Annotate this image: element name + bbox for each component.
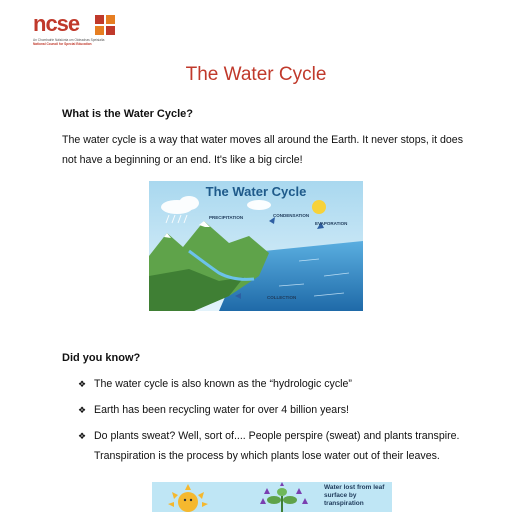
- fact-text: The water cycle is also known as the “hydrologic cycle”: [94, 378, 352, 390]
- list-item: [78, 426, 478, 466]
- fact-list: [78, 374, 478, 472]
- sun-icon: [312, 200, 326, 214]
- transpiration-caption: Water lost from leaf surface by transpiration: [324, 484, 385, 507]
- logo-grid-icon: [95, 15, 115, 35]
- section-body-what-is: The water cycle is a way that water moves all around the Earth. It never stops, it does not have a beginning or an end. It's like a big circle!: [62, 134, 463, 166]
- label-precipitation: PRECIPITATION: [209, 215, 244, 220]
- water-cycle-diagram: [149, 181, 363, 311]
- transpiration-diagram: [152, 482, 392, 512]
- label-collection: COLLECTION: [267, 295, 297, 300]
- label-evaporation: EVAPORATION: [315, 221, 348, 226]
- fact-text: Do plants sweat? Well, sort of.... People perspire (sweat) and plants transpire. Transpiration is the process by which plants lose water out of their leaves.: [94, 430, 460, 462]
- diagram-title: The Water Cycle: [205, 184, 307, 199]
- diamond-bullet-icon: ❖: [78, 405, 87, 415]
- ncse-logo: [33, 13, 133, 47]
- fact-text: Earth has been recycling water for over 4 billion years!: [94, 404, 349, 416]
- section-heading-did-you-know: Did you know?: [62, 352, 141, 364]
- diamond-bullet-icon: ❖: [78, 379, 87, 389]
- section-heading-what-is: What is the Water Cycle?: [62, 108, 194, 120]
- list-item: [78, 374, 478, 394]
- logo-wordmark: ncse: [33, 11, 80, 36]
- diamond-bullet-icon: ❖: [78, 431, 87, 441]
- logo-tagline-english: National Council for Special Education: [33, 42, 92, 46]
- page-title: The Water Cycle: [185, 64, 327, 85]
- logo-tagline-irish: An Chomhairle Náisiúnta um Oideachas Speisialta: [33, 38, 105, 42]
- list-item: [78, 400, 478, 420]
- label-condensation: CONDENSATION: [273, 213, 310, 218]
